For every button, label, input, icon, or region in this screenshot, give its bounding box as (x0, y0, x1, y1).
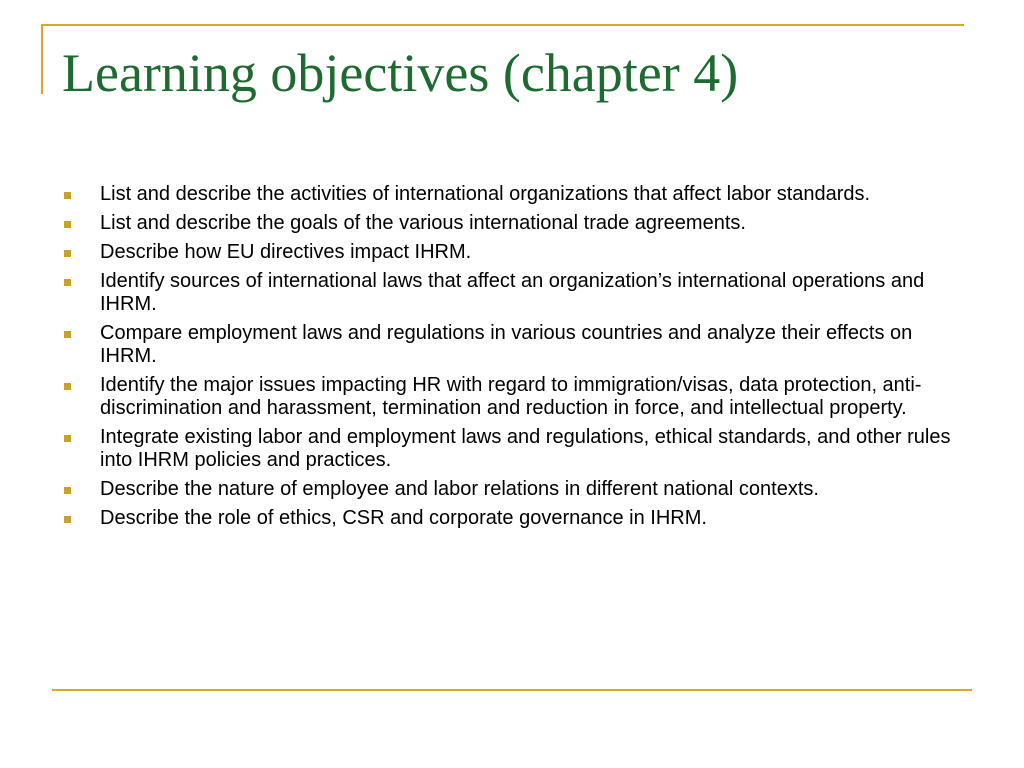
list-item-text: Describe the role of ethics, CSR and corporate governance in IHRM. (100, 507, 707, 529)
square-bullet-icon (64, 516, 71, 523)
list-item (62, 212, 970, 235)
square-bullet-icon (64, 383, 71, 390)
list-item (62, 374, 970, 420)
square-bullet-icon (64, 192, 71, 199)
list-item (62, 241, 970, 264)
list-item (62, 507, 970, 530)
slide-title: Learning objectives (chapter 4) (62, 43, 739, 103)
left-accent-line (41, 24, 43, 94)
list-item (62, 322, 970, 368)
list-item-text: Identify the major issues impacting HR with regard to immigration/visas, data protection, anti-discrimination and harassment, termination and reduction in force, and intellectual property. (100, 374, 922, 419)
list-item-text: Describe how EU directives impact IHRM. (100, 241, 472, 263)
list-item-text: List and describe the activities of international organizations that affect labor standards. (100, 183, 871, 205)
objectives-list (62, 183, 970, 536)
square-bullet-icon (64, 435, 71, 442)
square-bullet-icon (64, 221, 71, 228)
top-accent-line (43, 24, 964, 26)
square-bullet-icon (64, 279, 71, 286)
square-bullet-icon (64, 487, 71, 494)
list-item (62, 183, 970, 206)
list-item (62, 478, 970, 501)
list-item-text: Integrate existing labor and employment laws and regulations, ethical standards, and other rules into IHRM policies and practices. (100, 426, 951, 471)
bottom-accent-line (52, 689, 972, 691)
list-item-text: Describe the nature of employee and labor relations in different national contexts. (100, 478, 819, 500)
list-item-text: Compare employment laws and regulations in various countries and analyze their effects on IHRM. (100, 322, 913, 367)
square-bullet-icon (64, 331, 71, 338)
list-item-text: Identify sources of international laws that affect an organization’s international operations and IHRM. (100, 270, 925, 315)
list-item (62, 270, 970, 316)
list-item-text: List and describe the goals of the various international trade agreements. (100, 212, 746, 234)
square-bullet-icon (64, 250, 71, 257)
list-item (62, 426, 970, 472)
